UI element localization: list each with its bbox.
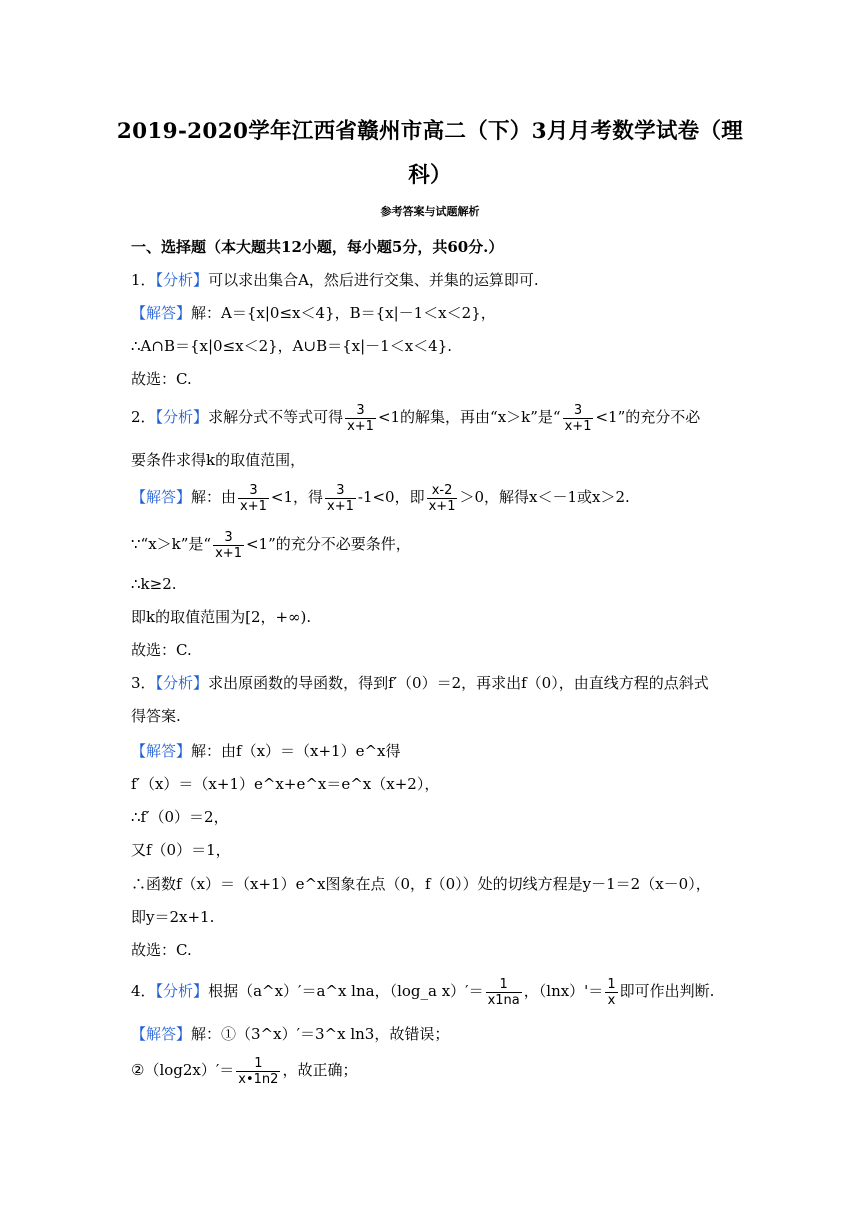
answer-text: <1，得 xyxy=(270,488,324,506)
numerator: 1 xyxy=(607,976,616,992)
denominator: x+1 xyxy=(215,545,242,561)
q3-answer-2: f′（x）＝（x+1）e^x+e^x＝e^x（x+2）， xyxy=(131,775,440,793)
analysis-text: 求出原函数的导函数，得到f′（0）＝2，再求出f（0），由直线方程的点斜式 xyxy=(208,674,709,692)
q3-analysis-2: 得答案. xyxy=(131,707,181,725)
answer-text: ②（log2x）′＝ xyxy=(131,1061,235,1079)
document-title-line1: 2019-2020学年江西省赣州市高二（下）3月月考数学试卷（理 xyxy=(116,119,744,144)
answer-text: ，故正确； xyxy=(282,1061,358,1079)
question-number: 2． xyxy=(131,408,156,426)
analysis-tag: 【分析】 xyxy=(155,982,209,1000)
fraction xyxy=(563,403,594,434)
q3-analysis-1 xyxy=(131,673,709,693)
denominator: x+1 xyxy=(347,418,374,434)
fraction xyxy=(605,977,617,1008)
answer-text: ＞0，解得x＜－1或x＞2. xyxy=(459,488,630,506)
q2-answer-4: 即k的取值范围为[2，+∞). xyxy=(131,608,312,626)
q3-answer-5: ∴函数f（x）＝（x+1）e^x图象在点（0，f（0））处的切线方程是y－1＝2（x－0）， xyxy=(131,875,711,893)
q1-answer-3: 故选：C. xyxy=(131,370,192,388)
numerator: 3 xyxy=(224,529,233,545)
q1-answer-2: ∴A∩B＝{x|0≤x＜2}，A∪B＝{x|－1＜x＜4}. xyxy=(131,337,453,355)
analysis-text: 求解分式不等式可得 xyxy=(208,408,344,426)
question-number: 4． xyxy=(131,982,156,1000)
denominator: x xyxy=(605,992,617,1008)
q2-answer-1 xyxy=(131,480,630,514)
answer-tag: 【解答】 xyxy=(131,742,192,760)
denominator: x+1 xyxy=(564,418,592,434)
numerator: 3 xyxy=(336,482,345,498)
numerator: 3 xyxy=(573,402,583,418)
analysis-tag: 【分析】 xyxy=(155,271,209,289)
analysis-text: 根据（a^x）′＝a^x lna，（log_a x）′＝ xyxy=(208,982,484,1000)
document-title-line2: 科） xyxy=(408,163,452,188)
fraction xyxy=(238,483,269,514)
q3-answer-1 xyxy=(131,741,401,761)
analysis-tag: 【分析】 xyxy=(155,408,209,426)
denominator: x+1 xyxy=(327,498,354,514)
fraction xyxy=(427,483,458,514)
answer-tag: 【解答】 xyxy=(131,488,192,506)
numerator: 1 xyxy=(254,1055,263,1071)
fraction xyxy=(486,977,522,1008)
q4-analysis xyxy=(131,974,714,1008)
numerator: x-2 xyxy=(431,482,453,498)
fraction xyxy=(213,530,244,561)
answer-text: 解：A＝{x|0≤x＜4}，B＝{x|－1＜x＜2}， xyxy=(191,304,496,322)
answer-text: 解：①（3^x）′＝3^x ln3，故错误； xyxy=(191,1025,450,1043)
q2-analysis-1 xyxy=(131,400,700,434)
q2-answer-3: ∴k≥2. xyxy=(131,575,177,593)
analysis-text: 可以求出集合A，然后进行交集、并集的运算即可. xyxy=(208,271,539,289)
q3-answer-7: 故选：C. xyxy=(131,941,192,959)
analysis-text: <1”的充分不必 xyxy=(595,408,701,426)
q2-answer-5: 故选：C. xyxy=(131,641,192,659)
section-heading: 一、选择题（本大题共12小题，每小题5分，共60分.） xyxy=(131,238,504,256)
q2-answer-2 xyxy=(131,527,411,561)
fraction xyxy=(345,403,376,434)
denominator: x+1 xyxy=(240,498,267,514)
document-subtitle: 参考答案与试题解析 xyxy=(380,205,480,218)
denominator: x•1n2 xyxy=(238,1071,279,1087)
q4-answer-2 xyxy=(131,1053,357,1087)
q4-answer-1 xyxy=(131,1024,449,1044)
q1-analysis xyxy=(131,270,539,290)
answer-text: <1”的充分不必要条件， xyxy=(245,535,411,553)
analysis-text: ，（lnx）'＝ xyxy=(523,982,604,1000)
fraction xyxy=(236,1056,280,1087)
analysis-text: 即可作出判断. xyxy=(619,982,715,1000)
answer-text: -1<0，即 xyxy=(357,488,425,506)
answer-tag: 【解答】 xyxy=(131,304,192,322)
numerator: 3 xyxy=(249,482,258,498)
answer-text: 解：由f（x）＝（x+1）e^x得 xyxy=(191,742,401,760)
answer-text: 解：由 xyxy=(191,488,237,506)
q3-answer-4: 又f（0）＝1， xyxy=(131,841,231,859)
q3-answer-6: 即y＝2x+1. xyxy=(131,908,215,926)
denominator: x1na xyxy=(487,992,520,1008)
numerator: 3 xyxy=(356,402,365,418)
analysis-text: <1的解集，再由“x＞k”是“ xyxy=(377,408,561,426)
analysis-tag: 【分析】 xyxy=(155,674,209,692)
q1-answer-1 xyxy=(131,303,496,323)
fraction xyxy=(325,483,356,514)
answer-tag: 【解答】 xyxy=(131,1025,192,1043)
numerator: 1 xyxy=(499,976,508,992)
question-number: 3． xyxy=(131,674,156,692)
q3-answer-3: ∴f′（0）＝2， xyxy=(131,808,229,826)
answer-text: ∵“x＞k”是“ xyxy=(131,535,212,553)
question-number: 1． xyxy=(131,271,156,289)
q2-analysis-2: 要条件求得k的取值范围， xyxy=(131,451,306,469)
denominator: x+1 xyxy=(428,498,456,514)
